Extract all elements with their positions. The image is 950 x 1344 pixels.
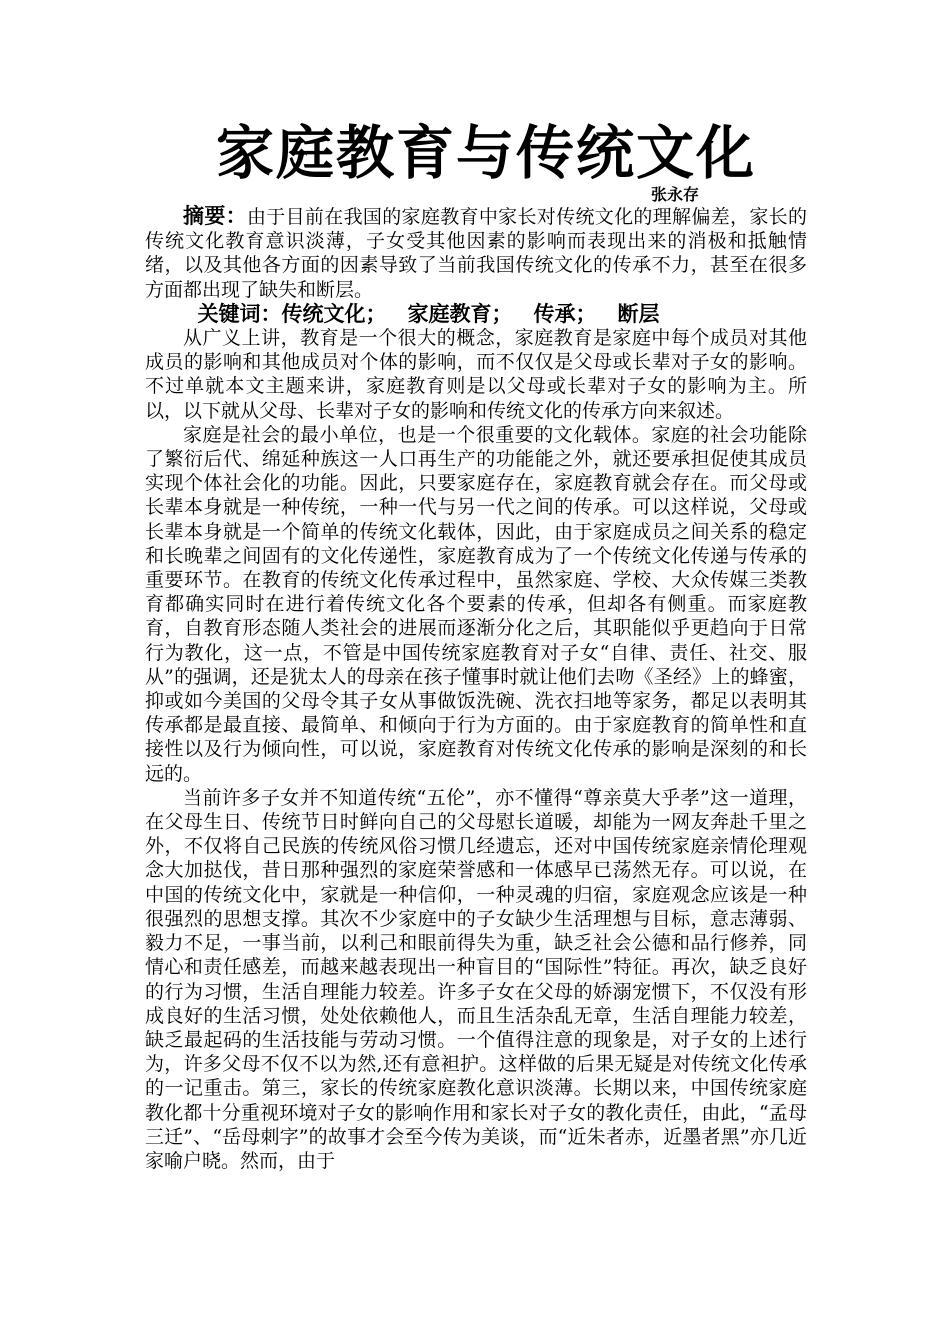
body-paragraph: 当前许多子女并不知道传统“五伦”，亦不懂得“尊亲莫大乎孝”这一道理，在父母生日、传统节日时鲜向自己的父母慰长道暖，却能为一网友奔赴千里之外，不仅将自己民族的传统风俗习惯几经遗忘，还对中国传统家庭亲情伦理观念大加挞伐，昔日那种强烈的家庭荣誉感和一体感早已荡然无存。可以说，在中国的传统文化中，家就是一种信仰，一种灵魂的归宿，家庭观念应该是一种很强烈的思想支撑。其次不少家庭中的子女缺少生活理想与目标，意志薄弱、毅力不足，一事当前，以利己和眼前得失为重，缺乏社会公德和品行修养，同情心和责任感差，而越来越表现出一种盲目的“国际性”特征。再次，缺乏良好的行为习惯，生活自理能力较差。许多子女在父母的娇溺宠惯下，不仅没有形成良好的生活习惯，处处依赖他人，而且生活杂乱无章，生活自理能力较差，缺乏最起码的生活技能与劳动习惯。一个值得注意的现象是，对子女的上述行为，许多父母不仅不以为然,还有意袒护。这样做的后果无疑是对传统文化传承的一记重击。第三，家长的传统家庭教化意识淡薄。长期以来，中国传统家庭教化都十分重视环境对子女的影响作用和家长对子女的教化责任，由此，“孟母三迁”、“岳母刺字”的故事才会至今传为美谈，而“近朱者赤，近墨者黑”亦几近家喻户晓。然而，由于 xyxy=(145,786,807,1172)
keyword-item: 传承； xyxy=(533,300,597,326)
author-name: 张永存 xyxy=(650,185,699,204)
body-paragraph: 家庭是社会的最小单位，也是一个很重要的文化载体。家庭的社会功能除了繁衍后代、绵延种族这一人口再生产的功能能之外，就还要承担促使其成员实现个体社会化的功能。因此，只要家庭存在，家庭教育就会存在。而父母或长辈本身就是一种传统，一种一代与另一代之间的传承。可以这样说，父母或长辈本身就是一个简单的传统文化载体，因此，由于家庭成员之间关系的稳定和长晚辈之间固有的文化传递性，家庭教育成为了一个传统文化传递与传承的重要环节。在教育的传统文化传承过程中，虽然家庭、学校、大众传媒三类教育都确实同时在进行着传统文化各个要素的传承，但却各有侧重。而家庭教育，自教育形态随人类社会的进展而逐渐分化之后，其职能似乎更趋向于日常行为教化，这一点，不管是中国传统家庭教育对子女“自律、责任、社交、服从”的强调，还是犹太人的母亲在孩子懂事时就让他们去吻《圣经》上的蜂蜜，抑或如今美国的父母令其子女从事做饭洗碗、洗衣扫地等家务，都足以表明其传承都是最直接、最简单、和倾向于行为方面的。由于家庭教育的简单性和直接性以及行为倾向性，可以说，家庭教育对传统文化传承的影响是深刻的和长远的。 xyxy=(145,423,807,785)
keywords-line xyxy=(145,302,807,326)
keyword-item: 家庭教育； xyxy=(407,300,513,326)
body-paragraph: 从广义上讲，教育是一个很大的概念，家庭教育是家庭中每个成员对其他成员的影响和其他成员对个体的影响，而不仅仅是父母或长辈对子女的影响。不过单就本文主题来讲，家庭教育则是以父母或长辈对子女的影响为主。所以，以下就从父母、长辈对子女的影响和传统文化的传承方向来叙述。 xyxy=(145,327,807,422)
document-page xyxy=(145,120,807,1173)
abstract-label: 摘要： xyxy=(183,203,247,228)
abstract-paragraph xyxy=(145,204,807,302)
keywords-label: 关键词： xyxy=(197,300,282,326)
abstract-text: 由于目前在我国的家庭教育中家长对传统文化的理解偏差，家长的传统文化教育意识淡薄，子女受其他因素的影响而表现出来的消极和抵触情绪，以及其他各方面的因素导致了当前我国传统文化的传承不力，甚至在很多方面都出现了缺失和断层。 xyxy=(145,206,807,301)
keyword-item: 断层 xyxy=(617,300,660,326)
document-title: 家庭教育与传统文化 xyxy=(215,119,756,187)
keyword-item: 传统文化； xyxy=(281,300,387,326)
